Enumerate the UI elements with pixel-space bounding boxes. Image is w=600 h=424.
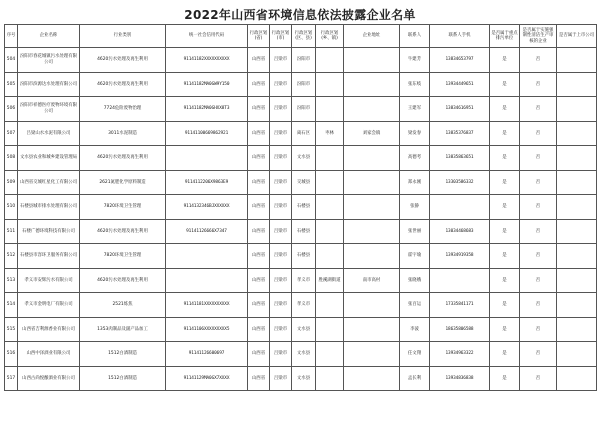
table-cell: 张静 [400, 195, 430, 220]
table-cell: 否 [520, 268, 557, 293]
column-header: 是否属于重点排污单位 [490, 25, 520, 48]
table-cell: 517 [5, 366, 18, 391]
table-cell: 牛建芳 [400, 48, 430, 73]
table-cell: 13835863651 [430, 146, 490, 171]
table-cell: 否 [520, 293, 557, 318]
table-cell: 515 [5, 317, 18, 342]
table-cell: 4620污水处理及再生利用 [80, 72, 166, 97]
table-cell: 504 [5, 48, 18, 73]
column-header: 是否属于实施强制性清洁生产审核的企业 [520, 25, 557, 48]
table-cell: 山西省 [248, 366, 270, 391]
table-cell: 孝义市 [292, 293, 316, 318]
table-cell [557, 244, 597, 269]
table-cell: 山西省 [248, 121, 270, 146]
table-cell: 是 [490, 121, 520, 146]
column-header: 行政区划(省) [248, 25, 270, 48]
table-row [5, 244, 597, 269]
table-cell [344, 72, 400, 97]
column-header: 企业名称 [18, 25, 80, 48]
table-cell [557, 268, 597, 293]
table-cell: 否 [520, 219, 557, 244]
table-cell: 石楼县市容环卫服务有限公司 [18, 244, 80, 269]
table-cell [316, 72, 344, 97]
table-cell: 张百运 [400, 293, 430, 318]
table-cell: 13834616951 [430, 97, 490, 122]
table-cell: 文水县 [292, 366, 316, 391]
table-cell [344, 146, 400, 171]
table-cell: 孝义市 [292, 268, 316, 293]
table-cell: 汾阳市 [292, 48, 316, 73]
table-row [5, 170, 597, 195]
table-cell: 山西省 [248, 97, 270, 122]
table-row [5, 121, 597, 146]
table-cell: 张世丽 [400, 219, 430, 244]
table-row [5, 48, 597, 73]
table-cell: 刘家会镇 [344, 121, 400, 146]
column-header: 是否属于上市公司 [557, 25, 597, 48]
table-cell: 吕梁山水水泥有限公司 [18, 121, 80, 146]
table-row [5, 195, 597, 220]
table-cell: 4620污水处理及再生利用 [80, 219, 166, 244]
column-header: 联系人 [400, 25, 430, 48]
table-cell: 石楼县城市排水处理有限公司 [18, 195, 80, 220]
table-cell [316, 195, 344, 220]
table-cell: 孝义市安辉污水有限公司 [18, 268, 80, 293]
table-cell [557, 146, 597, 171]
table-cell: 是 [490, 366, 520, 391]
table-cell: 13934836838 [430, 366, 490, 391]
table-cell: 文水县 [292, 342, 316, 367]
table-cell: 4620污水处理及再生利用 [80, 268, 166, 293]
table-cell [557, 72, 597, 97]
table-cell: 否 [520, 48, 557, 73]
table-cell: 胜溪湖街道 [316, 268, 344, 293]
table-cell: 汾阳市 [292, 97, 316, 122]
table-cell: 91141182MA0GW9Y150 [166, 72, 248, 97]
table-cell [316, 293, 344, 318]
table-cell: 石楼县 [292, 219, 316, 244]
table-cell [344, 366, 400, 391]
table-cell: 4620污水处理及再生利用 [80, 48, 166, 73]
table-cell: 否 [520, 195, 557, 220]
table-cell: 吕梁市 [270, 72, 292, 97]
table-cell [557, 48, 597, 73]
table-cell [344, 342, 400, 367]
table-cell: 是 [490, 146, 520, 171]
table-cell: 山西省 [248, 219, 270, 244]
table-cell [316, 342, 344, 367]
table-cell: 511 [5, 219, 18, 244]
table-cell: 山西省 [248, 244, 270, 269]
column-header: 行业类别 [80, 25, 166, 48]
table-cell: 否 [520, 342, 557, 367]
table-cell: 否 [520, 121, 557, 146]
table-cell: 吕梁市 [270, 195, 292, 220]
table-cell: 是 [490, 195, 520, 220]
table-cell: 1512白酒制造 [80, 366, 166, 391]
table-cell: 山西省 [248, 170, 270, 195]
table-cell: 吕梁市 [270, 366, 292, 391]
table-cell: 91141126600697 [166, 342, 248, 367]
table-cell: 507 [5, 121, 18, 146]
column-header: 行政区划(乡、镇) [316, 25, 344, 48]
table-cell: 512 [5, 244, 18, 269]
table-cell: 石楼县 [292, 244, 316, 269]
table-cell: 1512白酒制造 [80, 342, 166, 367]
column-header: 行政区划(市) [270, 25, 292, 48]
table-cell: 高德考 [400, 146, 430, 171]
table-cell: 91141182MA0GHXX8T3 [166, 97, 248, 122]
table-cell: 否 [520, 366, 557, 391]
table-cell [344, 48, 400, 73]
table-cell: 91141129MA0GX7XXXX [166, 366, 248, 391]
table-cell [166, 268, 248, 293]
page-title: 2022年山西省环境信息依法披露企业名单 [184, 8, 416, 22]
table-cell: 否 [520, 146, 557, 171]
table-cell: 17335841171 [430, 293, 490, 318]
table-cell: 506 [5, 97, 18, 122]
table-cell: 吕梁市 [270, 317, 292, 342]
table-cell: 510 [5, 195, 18, 220]
table-cell: 13934963322 [430, 342, 490, 367]
column-header: 统一社会信用代码 [166, 25, 248, 48]
table-cell: 山西省 [248, 317, 270, 342]
table-cell: 山西古尚悦酿酒业有限公司 [18, 366, 80, 391]
table-cell: 18635806588 [430, 317, 490, 342]
table-cell: 是 [490, 97, 520, 122]
table-cell: 91141181XXXXXXXXXX [166, 293, 248, 318]
table-cell: 张晓娥 [400, 268, 430, 293]
table-cell [316, 244, 344, 269]
table-row [5, 342, 597, 367]
table-cell: 文水县 [292, 146, 316, 171]
table-cell [316, 170, 344, 195]
table-cell: 509 [5, 170, 18, 195]
table-cell: 13034468683 [430, 219, 490, 244]
table-cell: 枣林 [316, 121, 344, 146]
table-cell [557, 293, 597, 318]
table-cell [344, 317, 400, 342]
table-cell [430, 195, 490, 220]
table-cell: 是 [490, 219, 520, 244]
table-cell [316, 317, 344, 342]
table-cell [344, 97, 400, 122]
table-cell: 否 [520, 72, 557, 97]
table-cell [316, 146, 344, 171]
table-cell: 交城县 [292, 170, 316, 195]
table-cell: 9114112206X9863E9 [166, 170, 248, 195]
table-cell: 吕梁市 [270, 268, 292, 293]
table-cell: 2521炼焦 [80, 293, 166, 318]
table-cell: 孝义市金明电厂有限公司 [18, 293, 80, 318]
table-cell: 13835376837 [430, 121, 490, 146]
table-row [5, 268, 597, 293]
table-cell: 是 [490, 293, 520, 318]
table-cell: 否 [520, 170, 557, 195]
table-cell: 91141100669862921 [166, 121, 248, 146]
table-cell: 3011水泥制造 [80, 121, 166, 146]
table-cell [316, 366, 344, 391]
table-cell [557, 219, 597, 244]
table-cell: 是 [490, 342, 520, 367]
table-cell [557, 342, 597, 367]
table-cell [557, 366, 597, 391]
table-cell [344, 195, 400, 220]
table-cell: 山西中泽酒业有限公司 [18, 342, 80, 367]
table-cell: 吕梁市 [270, 244, 292, 269]
table-cell: 张东岐 [400, 72, 430, 97]
table-cell: 是 [490, 170, 520, 195]
table-cell: 吕梁市 [270, 146, 292, 171]
table-row [5, 97, 597, 122]
table-cell: 吕梁市 [270, 342, 292, 367]
table-cell: 山西省交城红星化工有限公司 [18, 170, 80, 195]
table-cell: 13303586332 [430, 170, 490, 195]
table-cell: 513 [5, 268, 18, 293]
table-cell: 吕梁市 [270, 121, 292, 146]
column-header: 企业地址 [344, 25, 400, 48]
table-cell: 文水县农业和城乡建设管理局 [18, 146, 80, 171]
table-cell: 7820环境卫生管理 [80, 195, 166, 220]
table-cell [316, 48, 344, 73]
table-cell: 91141126666X7347 [166, 219, 248, 244]
table-cell: 山西省 [248, 48, 270, 73]
enterprise-table [4, 24, 597, 391]
table-cell [557, 121, 597, 146]
table-cell: 石楼县 [292, 195, 316, 220]
table-cell: 霍宇瑜 [400, 244, 430, 269]
table-cell: 91141106XXXXXXXXX5 [166, 317, 248, 342]
table-cell: 山西省 [248, 72, 270, 97]
table-cell: 吕梁市 [270, 293, 292, 318]
table-cell: 7724危险废物治理 [80, 97, 166, 122]
table-cell: 汾阳市滨源达水处理有限公司 [18, 72, 80, 97]
table-cell: 吕梁市 [270, 219, 292, 244]
table-cell [344, 170, 400, 195]
table-cell: 516 [5, 342, 18, 367]
table-row [5, 146, 597, 171]
table-cell: 梁发春 [400, 121, 430, 146]
table-cell: 李波 [400, 317, 430, 342]
table-cell: 山西省吉利源香业有限公司 [18, 317, 80, 342]
table-cell: 吕梁市 [270, 48, 292, 73]
table-row [5, 317, 597, 342]
table-cell [557, 97, 597, 122]
column-header: 联系人手机 [430, 25, 490, 48]
table-row [5, 72, 597, 97]
table-cell: 508 [5, 146, 18, 171]
table-cell: 离石区 [292, 121, 316, 146]
table-cell: 王建军 [400, 97, 430, 122]
table-cell: 山西省 [248, 268, 270, 293]
table-cell: 汾阳市春花城镇污水处理有限公司 [18, 48, 80, 73]
table-cell: 吕梁市 [270, 170, 292, 195]
table-cell: 文水县 [292, 317, 316, 342]
table-cell: 514 [5, 293, 18, 318]
table-cell [344, 293, 400, 318]
table-cell: 4620污水处理及再生利用 [80, 146, 166, 171]
table-cell: 2621氮肥化学原料制造 [80, 170, 166, 195]
table-cell [557, 195, 597, 220]
header-row [5, 25, 597, 48]
table-cell: 1353肉制品及副产品加工 [80, 317, 166, 342]
table-cell: 吕梁市 [270, 97, 292, 122]
table-row [5, 293, 597, 318]
table-row [5, 366, 597, 391]
table-cell: 任文翔 [400, 342, 430, 367]
table-cell: 是 [490, 244, 520, 269]
table-cell [316, 219, 344, 244]
table-cell: 13934919358 [430, 244, 490, 269]
table-cell [166, 244, 248, 269]
table-cell: 是 [490, 48, 520, 73]
table-cell [430, 268, 490, 293]
table-cell: 否 [520, 97, 557, 122]
table-cell: 13834653797 [430, 48, 490, 73]
table-cell: 石楼广德环境科技有限公司 [18, 219, 80, 244]
table-cell [344, 219, 400, 244]
table-cell: 郑永刚 [400, 170, 430, 195]
table-cell: 汾阳市祥德医疗废物环境有限公司 [18, 97, 80, 122]
table-cell: 13934449651 [430, 72, 490, 97]
table-cell: 505 [5, 72, 18, 97]
table-cell: 汾阳市 [292, 72, 316, 97]
table-row [5, 219, 597, 244]
table-cell: 91141182XXXXXXXXXX [166, 48, 248, 73]
table-cell: 山西省 [248, 293, 270, 318]
column-header: 序号 [5, 25, 18, 48]
table-cell: 否 [520, 317, 557, 342]
table-cell [316, 97, 344, 122]
table-cell: 是 [490, 317, 520, 342]
table-cell: 是 [490, 72, 520, 97]
table-cell: 山西省 [248, 146, 270, 171]
table-cell: 孟长利 [400, 366, 430, 391]
table-cell: 山西省 [248, 342, 270, 367]
column-header: 行政区划(区、县) [292, 25, 316, 48]
table-cell [166, 146, 248, 171]
table-cell: 山西省 [248, 195, 270, 220]
table-cell [557, 170, 597, 195]
table-cell: 是 [490, 268, 520, 293]
table-cell [557, 317, 597, 342]
table-cell [344, 244, 400, 269]
table-cell: 否 [520, 244, 557, 269]
table-cell: 9114132346BJXXXXXX [166, 195, 248, 220]
table-cell: 南市高村 [344, 268, 400, 293]
table-cell: 7820环境卫生管理 [80, 244, 166, 269]
